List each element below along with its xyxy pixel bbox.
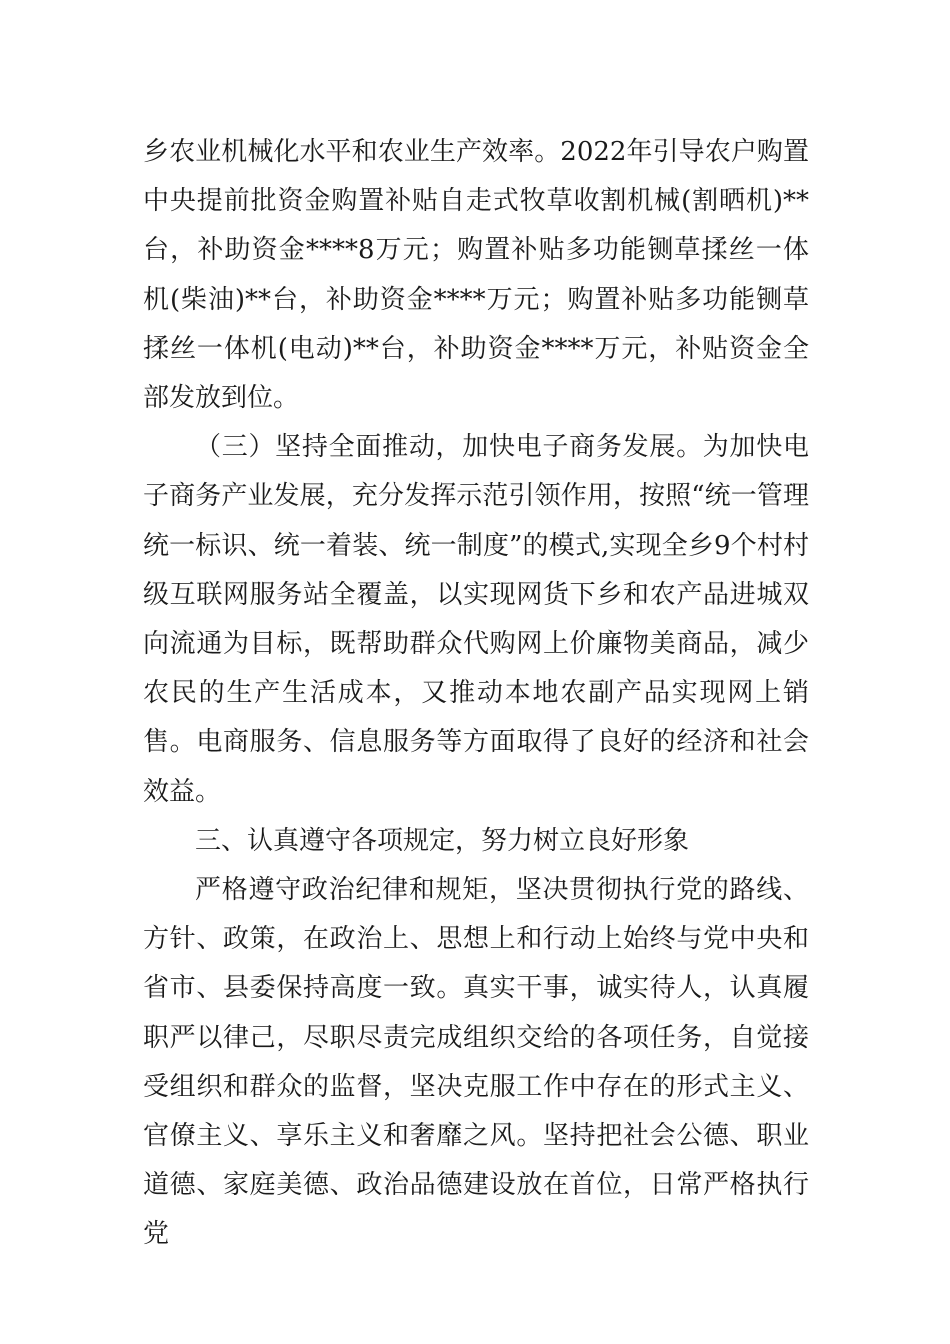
document-body — [143, 128, 809, 1260]
paragraph-ecommerce: （三）坚持全面推动，加快电子商务发展。为加快电子商务产业发展，充分发挥示范引领作用，按照“统一管理统一标识、统一着装、统一制度”的模式,实现全乡9个村村级互联网服务站全覆盖，以实现网货下乡和农产品进城双向流通为目标，既帮助群众代购网上价廉物美商品，减少农民的生产生活成本，又推动本地农副产品实现网上销售。电商服务、信息服务等方面取得了良好的经济和社会效益。 — [143, 432, 809, 807]
paragraph-discipline: 严格遵守政治纪律和规矩，坚决贯彻执行党的路线、方针、政策，在政治上、思想上和行动上始终与党中央和省市、县委保持高度一致。真实干事，诚实待人，认真履职严以律己，尽职尽责完成组织交给的各项任务，自觉接受组织和群众的监督，坚决克服工作中存在的形式主义、官僚主义、享乐主义和奢靡之风。坚持把社会公德、职业道德、家庭美德、政治品德建设放在首位，日常严格执行党 — [143, 875, 809, 1250]
paragraph-machinery-subsidy: 乡农业机械化水平和农业生产效率。2022年引导农户购置中央提前批资金购置补贴自走式牧草收割机械(割晒机)**台，补助资金****8万元；购置补贴多功能铡草揉丝一体机(柴油)**台，补助资金****万元；购置补贴多功能铡草揉丝一体机(电动)**台，补助资金****万元，补贴资金全部发放到位。 — [143, 137, 809, 414]
section-heading-regulations: 三、认真遵守各项规定，努力树立良好形象 — [195, 825, 690, 856]
